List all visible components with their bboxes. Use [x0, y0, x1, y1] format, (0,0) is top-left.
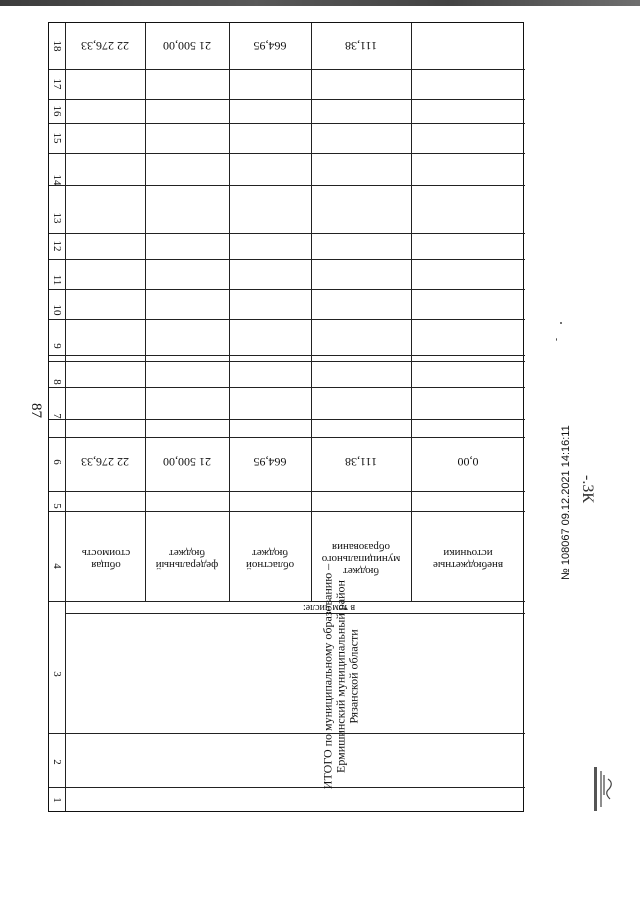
grid-line — [49, 69, 525, 70]
grid-line — [49, 787, 525, 788]
col-number: 11 — [51, 274, 63, 286]
col-number: 15 — [51, 132, 63, 144]
col-number: 4 — [51, 563, 63, 569]
scan-speck — [556, 338, 557, 341]
col-number: 2 — [51, 759, 63, 765]
col-number: 9 — [51, 343, 63, 349]
grid-line — [49, 387, 525, 388]
col-number: 18 — [51, 40, 63, 52]
col-number: 7 — [51, 413, 63, 419]
row-label: бюджет муниципального образования — [321, 541, 401, 577]
handwritten-note: -.ЗК — [579, 474, 597, 504]
cell-col6: 21 500,00 — [163, 455, 211, 470]
grid-line — [49, 491, 525, 492]
grid-line — [49, 185, 525, 186]
cell-col18: 111,38 — [344, 39, 378, 54]
cell-col18: 21 500,00 — [163, 39, 211, 54]
grid-line — [145, 23, 146, 601]
cell-col6: 111,38 — [344, 455, 378, 470]
grid-line — [49, 361, 525, 362]
row-label: общая стоимость — [81, 547, 131, 571]
row-label: областной бюджет — [245, 547, 295, 571]
grid-line — [49, 355, 525, 356]
grid-line — [311, 23, 312, 601]
grid-line — [49, 123, 525, 124]
grid-line — [65, 613, 525, 614]
col-number: 1 — [51, 797, 63, 803]
cell-col18: 664,95 — [253, 39, 287, 54]
registration-stamp: № 108067 09.12.2021 14:16:11 — [560, 425, 572, 580]
total-title: ИТОГО по муниципальному образованию – Ермишинский муниципальный район Рязанской области — [320, 563, 361, 790]
subheader: в том числе: — [302, 602, 356, 613]
grid-line — [411, 519, 412, 601]
grid-line — [49, 419, 525, 420]
grid-line — [49, 99, 525, 100]
grid-line — [49, 233, 525, 234]
row-label: федеральный бюджет — [155, 547, 219, 571]
grid-line — [49, 511, 525, 512]
col-number: 10 — [51, 304, 63, 316]
row-label: внебюджетные источники — [432, 547, 504, 571]
cell-col6: 22 276,33 — [81, 455, 129, 470]
scan-edge — [0, 0, 640, 6]
col-number: 16 — [51, 105, 63, 117]
cell-col6: 664,95 — [253, 455, 287, 470]
col-number: 6 — [51, 459, 63, 465]
scan-speck — [560, 322, 562, 324]
grid-line — [49, 733, 525, 734]
col-number: 13 — [51, 212, 63, 224]
col-number: 8 — [51, 379, 63, 385]
table — [48, 22, 524, 812]
grid-line — [49, 259, 525, 260]
col-number: 17 — [51, 78, 63, 90]
col-number: 14 — [51, 174, 63, 186]
grid-line — [49, 153, 525, 154]
cell-col6: 0,00 — [457, 455, 479, 470]
page-number: 87 — [28, 403, 44, 418]
col-number: 12 — [51, 240, 63, 252]
grid-line — [229, 23, 230, 601]
grid-line — [49, 289, 525, 290]
cell-col18: 22 276,33 — [81, 39, 129, 54]
col-number: 3 — [51, 671, 63, 677]
grid-line — [49, 319, 525, 320]
signature-logo-icon — [592, 765, 618, 813]
col-number: 5 — [51, 503, 63, 509]
grid-line — [411, 23, 412, 601]
grid-line — [49, 437, 525, 438]
